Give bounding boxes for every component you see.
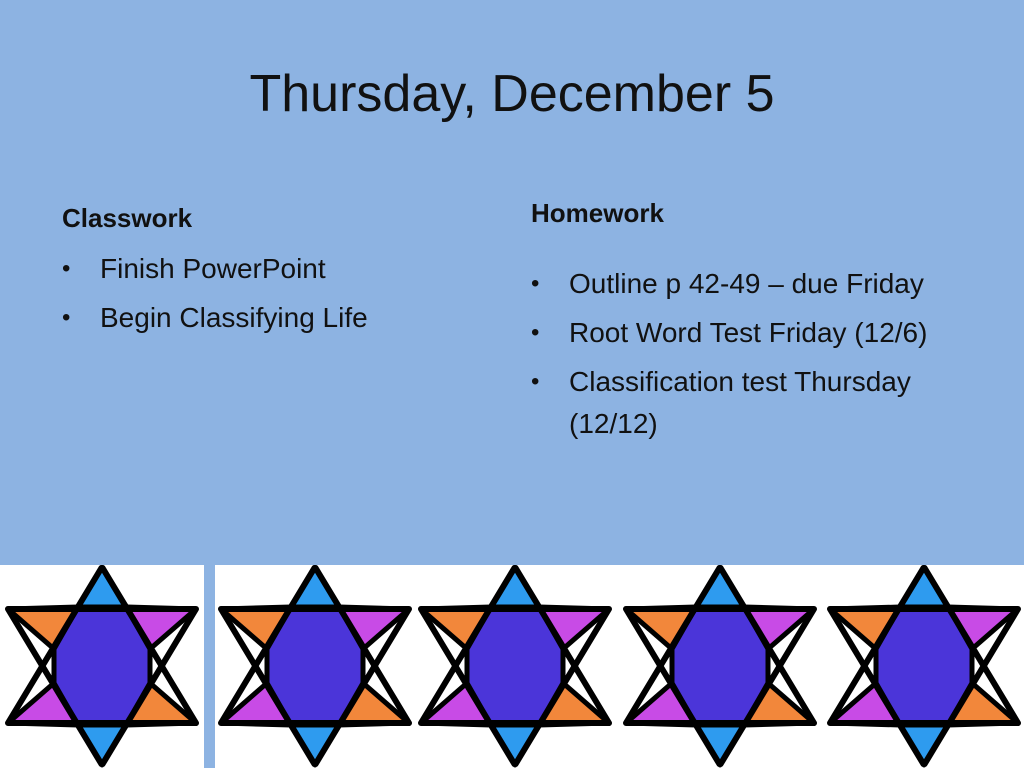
list-item [62, 248, 502, 290]
list-item-text: Classification test Thursday (12/12) [569, 366, 911, 439]
list-item-text: Outline p 42-49 – due Friday [569, 268, 924, 299]
classwork-heading: Classwork [62, 203, 193, 233]
star-image-tile [215, 565, 1024, 768]
star-of-david-icon [2, 565, 202, 768]
bullet-icon: • [531, 319, 540, 346]
list-item [531, 312, 989, 354]
list-item-text: Begin Classifying Life [100, 302, 368, 333]
bullet-icon: • [62, 304, 71, 331]
classwork-list [62, 248, 502, 339]
star-of-david-icon [415, 565, 615, 768]
bullet-icon: • [531, 368, 540, 395]
classwork-column [62, 198, 502, 346]
bullet-icon: • [62, 255, 71, 282]
list-item [531, 361, 989, 445]
slide-title: Thursday, December 5 [249, 65, 775, 123]
star-strip [0, 565, 1024, 768]
star-of-david-icon [215, 565, 415, 768]
homework-column [531, 193, 971, 452]
star-of-david-icon [620, 565, 820, 768]
homework-list [531, 263, 971, 445]
list-item [531, 263, 989, 305]
list-item [62, 297, 502, 339]
list-item-text: Finish PowerPoint [100, 253, 326, 284]
homework-heading: Homework [531, 198, 664, 228]
star-of-david-icon [824, 565, 1024, 768]
star-image-tile [0, 565, 204, 768]
bullet-icon: • [531, 270, 540, 297]
list-item-text: Root Word Test Friday (12/6) [569, 317, 928, 348]
